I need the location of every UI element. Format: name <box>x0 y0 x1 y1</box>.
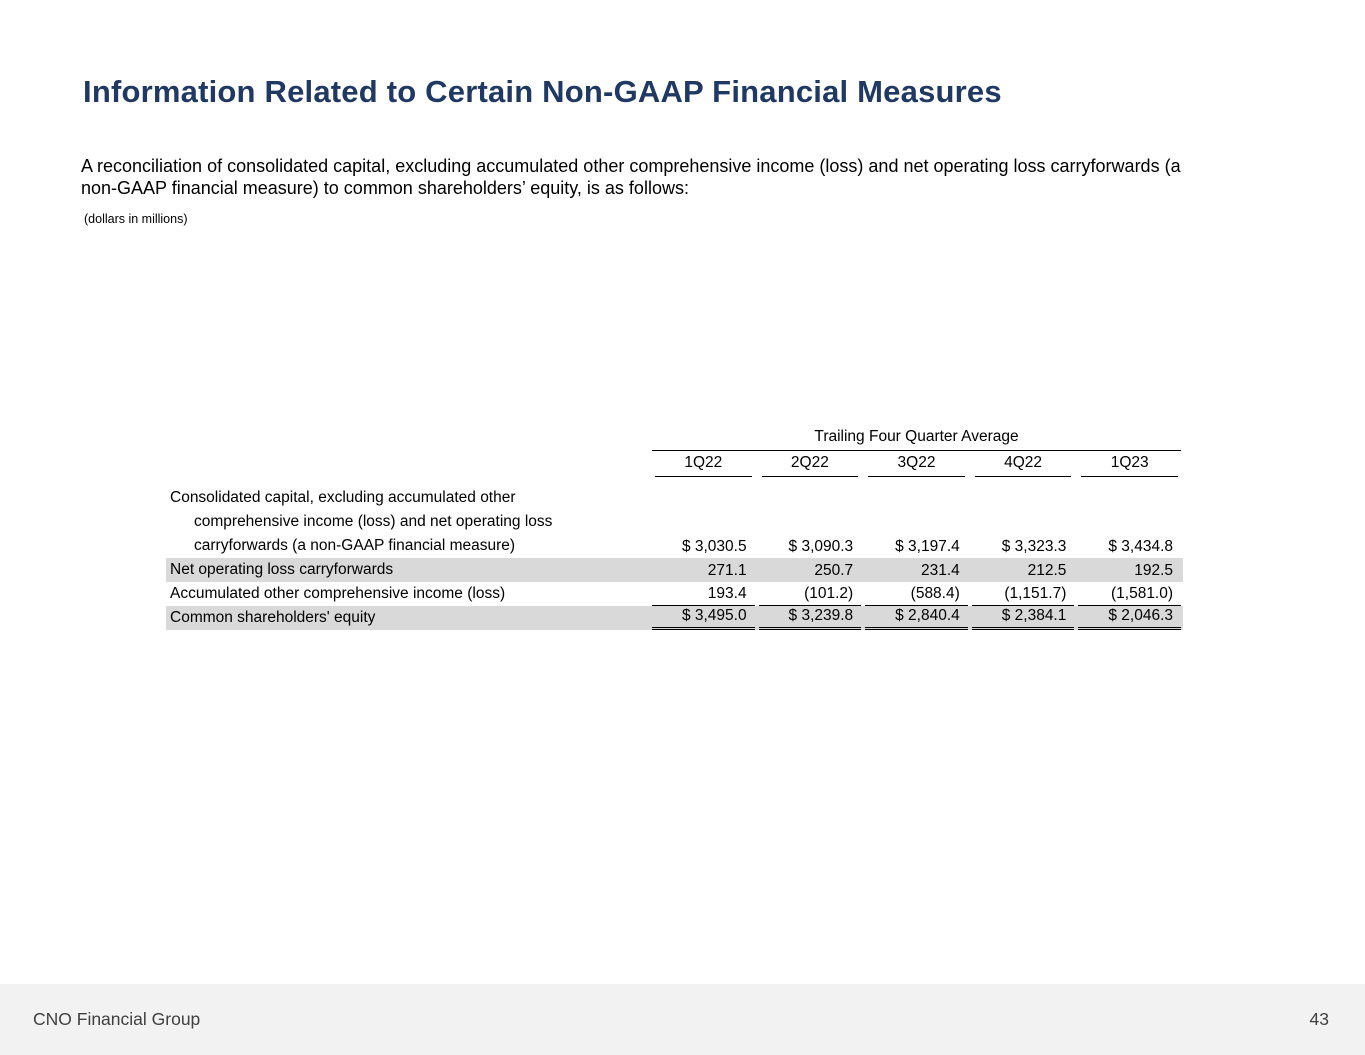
value: (588.4) <box>865 584 968 606</box>
value: (1,151.7) <box>972 584 1075 606</box>
value: 231.4 <box>920 562 960 579</box>
row-label-line: carryforwards (a non-GAAP financial measure) <box>194 537 516 554</box>
value: $ 2,046.3 <box>1078 606 1181 630</box>
column-header-label: 3Q22 <box>868 451 965 477</box>
value-cell <box>863 606 970 630</box>
spacer-cell <box>166 451 650 477</box>
footer <box>0 984 1365 1055</box>
value: $ 2,840.4 <box>865 606 968 630</box>
value: 192.5 <box>1134 562 1174 579</box>
value: $ 3,090.3 <box>788 538 854 555</box>
value: $ 3,239.8 <box>759 606 862 630</box>
row-label-line: comprehensive income (loss) and net operating loss <box>194 513 553 530</box>
footer-brand: CNO Financial Group <box>33 1009 201 1029</box>
column-header-1q23 <box>1076 451 1183 477</box>
value: (1,581.0) <box>1078 584 1181 606</box>
value: $ 2,384.1 <box>972 606 1075 630</box>
value-cell <box>970 582 1077 606</box>
value-cell <box>970 477 1077 558</box>
value-cell <box>863 582 970 606</box>
intro-text: A reconciliation of consolidated capital, excluding accumulated other comprehensive income (loss) and net operating loss carryforwards (a non-GAAP financial measure) to common shareholders’ equity, is as follows: <box>81 156 1181 199</box>
value-cell <box>757 558 864 582</box>
value-cell <box>757 606 864 630</box>
footer-page-number: 43 <box>1309 1009 1329 1029</box>
table-column-header-row <box>166 451 1183 477</box>
column-header-1q22 <box>650 451 757 477</box>
units-note: (dollars in millions) <box>84 212 188 226</box>
value: 212.5 <box>1027 562 1067 579</box>
table-row-common-shareholders-equity <box>166 606 1183 630</box>
value: $ 3,434.8 <box>1108 538 1174 555</box>
column-header-label: 2Q22 <box>762 451 859 477</box>
value-cell <box>757 582 864 606</box>
value-cell <box>757 477 864 558</box>
value-cell <box>1076 558 1183 582</box>
row-label: Net operating loss carryforwards <box>166 558 650 582</box>
value: 271.1 <box>707 562 747 579</box>
column-header-2q22 <box>757 451 864 477</box>
value-cell <box>650 558 757 582</box>
value-cell <box>863 558 970 582</box>
reconciliation-table <box>166 428 1183 630</box>
value-cell <box>970 606 1077 630</box>
spacer-cell <box>166 428 650 451</box>
value: 250.7 <box>814 562 854 579</box>
column-header-4q22 <box>970 451 1077 477</box>
table-row-consolidated-capital <box>166 477 1183 558</box>
column-header-3q22 <box>863 451 970 477</box>
column-header-label: 1Q22 <box>655 451 752 477</box>
value-cell <box>1076 606 1183 630</box>
value-cell <box>1076 582 1183 606</box>
row-label <box>166 477 650 558</box>
table-row-net-operating-loss <box>166 558 1183 582</box>
value: $ 3,030.5 <box>681 538 747 555</box>
value: $ 3,323.3 <box>1001 538 1067 555</box>
table-row-accumulated-oci <box>166 582 1183 606</box>
table-group-header <box>650 428 1183 451</box>
value: (101.2) <box>759 584 862 606</box>
row-label: Accumulated other comprehensive income (loss) <box>170 585 506 602</box>
column-header-label: 1Q23 <box>1081 451 1178 477</box>
value-cell <box>970 558 1077 582</box>
value-cell <box>650 477 757 558</box>
page-title: Information Related to Certain Non-GAAP Financial Measures <box>83 74 1002 109</box>
value-cell <box>863 477 970 558</box>
value: $ 3,495.0 <box>652 606 755 630</box>
table-group-header-row <box>166 428 1183 451</box>
value: 193.4 <box>652 584 755 606</box>
value-cell <box>650 606 757 630</box>
value: $ 3,197.4 <box>895 538 960 555</box>
row-label-line: Consolidated capital, excluding accumulated other <box>170 489 516 506</box>
table-group-header-label: Trailing Four Quarter Average <box>652 428 1181 451</box>
value-cell <box>650 582 757 606</box>
row-label: Common shareholders' equity <box>166 606 650 630</box>
column-header-label: 4Q22 <box>975 451 1072 477</box>
value-cell <box>1076 477 1183 558</box>
